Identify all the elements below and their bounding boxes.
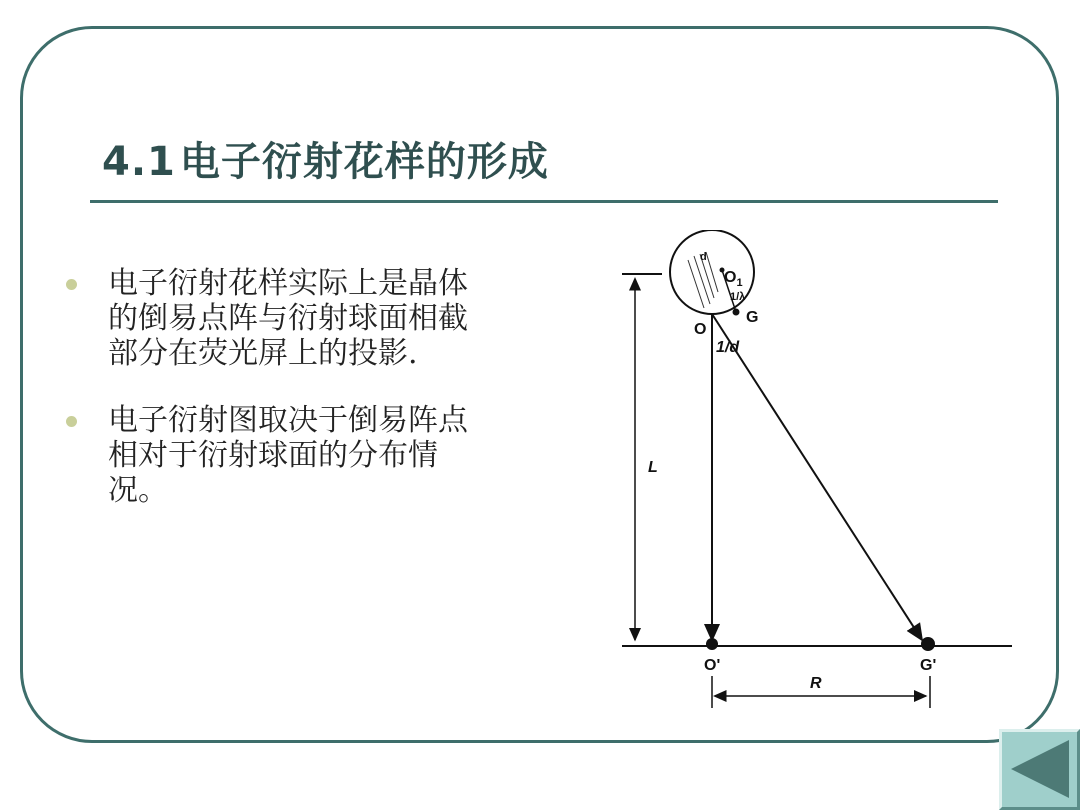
bullet-dot-icon: [66, 279, 77, 290]
triangle-left-icon: [1002, 732, 1077, 807]
previous-slide-button[interactable]: [999, 729, 1080, 810]
label-g: G: [746, 309, 759, 326]
ewald-sphere-diagram: [600, 230, 1030, 720]
reciprocal-point-g: [733, 309, 740, 316]
label-o: O: [694, 321, 707, 338]
label-o1-main: O: [724, 269, 737, 286]
bullet-dot-icon: [66, 416, 77, 427]
label-r: R: [810, 675, 822, 692]
spot-o-prime: [706, 638, 718, 650]
title-divider: [90, 200, 998, 203]
label-o-prime: O': [704, 657, 721, 674]
label-o1-sub: 1: [736, 277, 743, 289]
bullet-item: [66, 403, 486, 508]
bullet-text: 电子衍射花样实际上是晶体的倒易点阵与衍射球面相截部分在荧光屏上的投影.: [108, 266, 468, 371]
label-g-prime: G': [920, 657, 937, 674]
spot-g-prime: [921, 637, 935, 651]
label-l: L: [648, 459, 658, 476]
slide-title: [102, 130, 549, 187]
title-number: 4.1: [102, 139, 176, 185]
bullet-list: [66, 266, 486, 540]
bullet-text: 电子衍射图取决于倒易阵点相对于衍射球面的分布情况。: [108, 403, 468, 508]
label-inv-lambda: 1/λ: [730, 291, 746, 303]
bullet-item: [66, 266, 486, 371]
diffracted-beam: [712, 314, 922, 640]
label-d: d: [700, 251, 707, 263]
title-text: 电子衍射花样的形成: [179, 138, 549, 185]
label-inv-d: 1/d: [716, 339, 740, 356]
